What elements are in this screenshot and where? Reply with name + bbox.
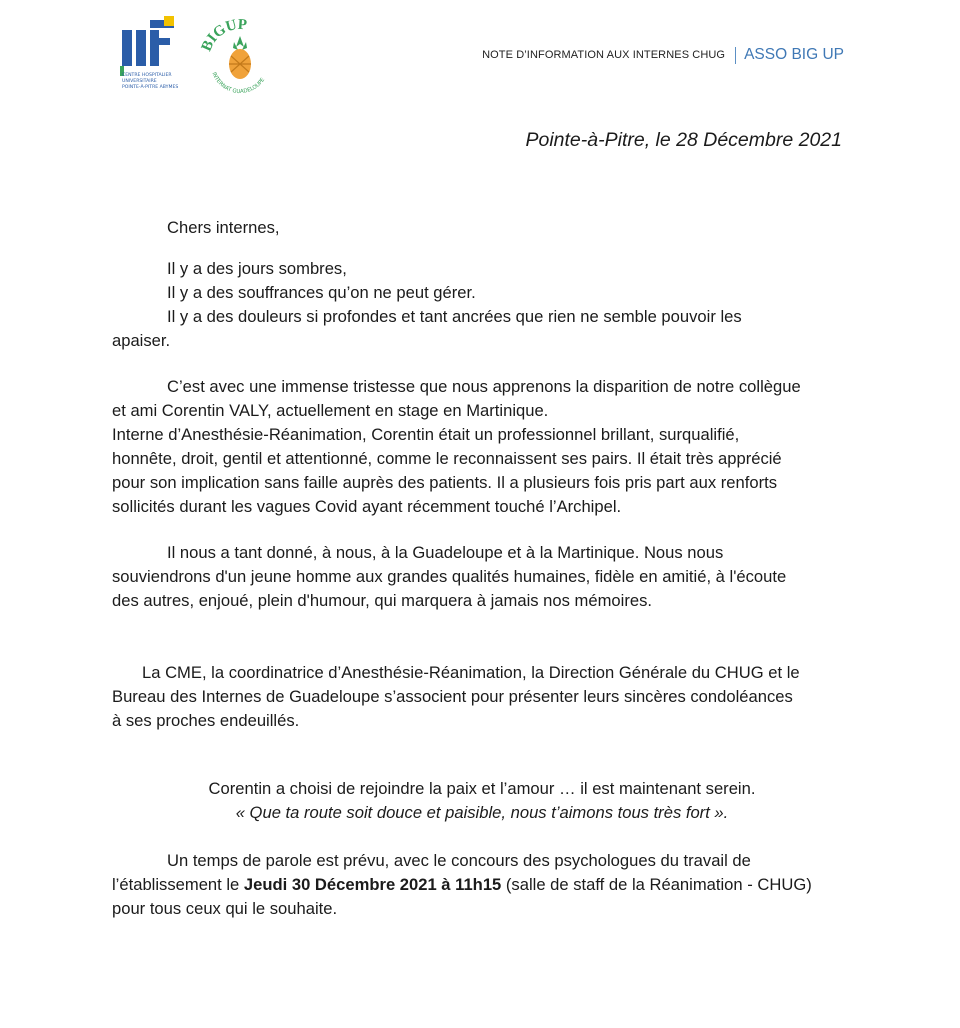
chu-logo-text-3: POINTE-À-PITRE ABYMES: [122, 85, 179, 90]
paragraph-line: sollicités durant les vagues Covid ayant récemment touché l’Archipel.: [112, 497, 622, 516]
paragraph-line: pour son implication sans faille auprès des patients. Il a plusieurs fois pris part aux renforts: [112, 473, 778, 492]
stanza-line: Il y a des jours sombres,: [167, 259, 347, 278]
bigup-logo-subtext: INTERNAT GUADELOUPE: [210, 71, 267, 96]
paragraph-line: souviendrons d'un jeune homme aux grandes qualités humaines, fidèle en amitié, à l'écoute: [112, 567, 787, 586]
paragraph-line: et ami Corentin VALY, actuellement en stage en Martinique.: [112, 401, 549, 420]
meeting-line-post: (salle de staff de la Réanimation - CHUG): [501, 875, 812, 894]
meeting-datetime: Jeudi 30 Décembre 2021 à 11h15: [243, 875, 502, 894]
stanza-line: Il y a des souffrances qu’on ne peut gérer.: [167, 283, 476, 302]
paragraph-line: des autres, enjoué, plein d'humour, qui marquera à jamais nos mémoires.: [112, 591, 652, 610]
header-asso: ASSO BIG UP: [744, 46, 844, 63]
closing-quote: « Que ta route soit douce et paisible, nous t’aimons tous très fort ».: [235, 803, 729, 822]
chu-logo-text-2: UNIVERSITAIRE: [122, 79, 157, 84]
paragraph-line: honnête, droit, gentil et attentionné, comme le reconnaissent ses pairs. Il était très apprécié: [112, 449, 782, 468]
bigup-logo-title: BIGUP: [198, 16, 248, 54]
meeting-line-pre: l’établissement le: [112, 875, 244, 894]
paragraph-line: C’est avec une immense tristesse que nous apprenons la disparition de notre collègue: [167, 377, 801, 396]
letterhead: [0, 0, 960, 110]
paragraph-line: pour tous ceux qui le souhaite.: [112, 899, 338, 918]
header-note: NOTE D’INFORMATION AUX INTERNES CHUG: [482, 49, 726, 61]
date-line: Pointe-à-Pitre, le 28 Décembre 2021: [525, 129, 842, 151]
salutation: Chers internes,: [167, 218, 280, 237]
stanza-line: Il y a des douleurs si profondes et tant ancrées que rien ne semble pouvoir les: [167, 307, 742, 326]
paragraph-line: à ses proches endeuillés.: [112, 711, 300, 730]
paragraph-line: La CME, la coordinatrice d’Anesthésie-Réanimation, la Direction Générale du CHUG et le: [142, 663, 800, 682]
stanza-line: apaiser.: [112, 331, 171, 350]
pineapple-icon: [229, 36, 251, 79]
closing-line: Corentin a choisi de rejoindre la paix et l’amour … il est maintenant serein.: [208, 779, 756, 798]
paragraph-line: Un temps de parole est prévu, avec le concours des psychologues du travail de: [167, 851, 751, 870]
paragraph-line: Il nous a tant donné, à nous, à la Guadeloupe et à la Martinique. Nous nous: [167, 543, 724, 562]
chu-logo-text-1: CENTRE HOSPITALIER: [122, 73, 172, 78]
chu-logo: [112, 14, 190, 94]
bigup-logo: [197, 14, 283, 100]
paragraph-line: Interne d’Anesthésie-Réanimation, Corentin était un professionnel brillant, surqualifié,: [112, 425, 740, 444]
paragraph-line: Bureau des Internes de Guadeloupe s’associent pour présenter leurs sincères condoléances: [112, 687, 793, 706]
chu-logo-mark: [120, 16, 174, 76]
meeting-line: [112, 873, 812, 897]
header-note-block: [482, 46, 844, 64]
header-divider: [735, 47, 736, 64]
